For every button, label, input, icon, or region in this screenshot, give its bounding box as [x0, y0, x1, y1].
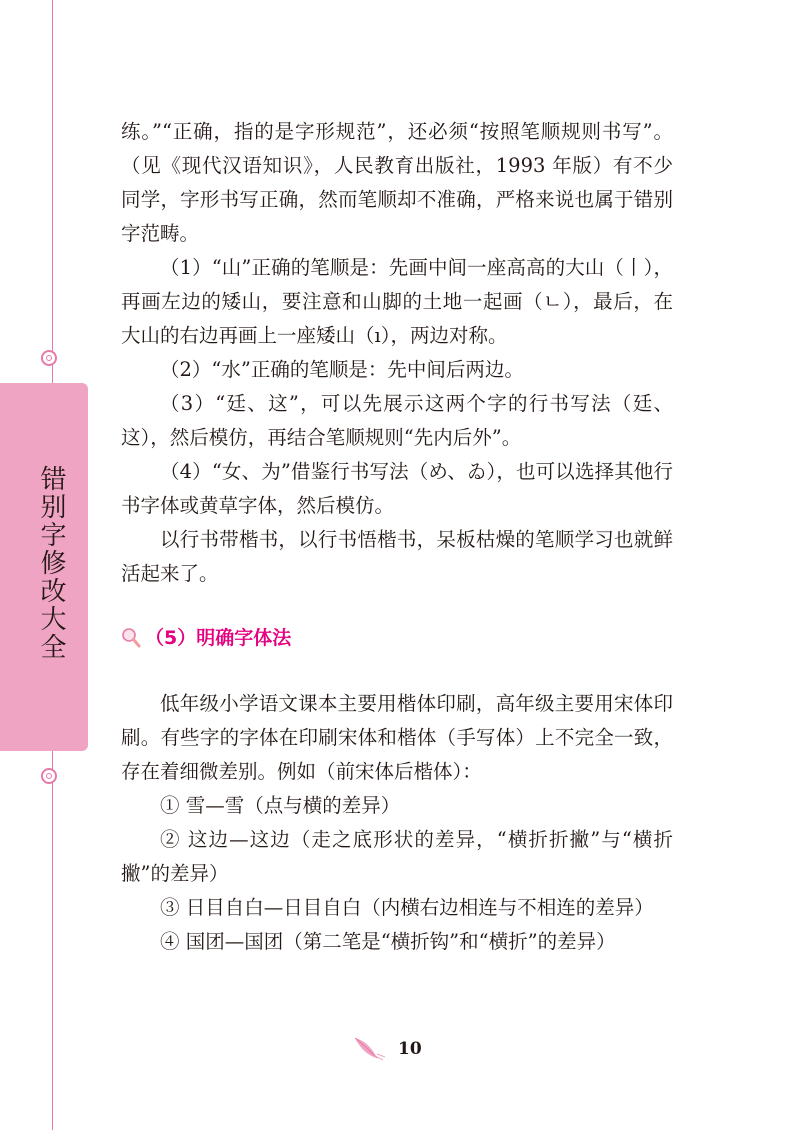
list-item: ③ 日目自白—日目自白（内横右边相连与不相连的差异）: [160, 896, 654, 919]
magnifier-icon: [121, 627, 141, 649]
list-item: ④ 国团—国团（第二笔是“横折钩”和“横折”的差异）: [160, 930, 616, 953]
page-body: [121, 115, 673, 959]
list-item: ② 这边—这边（走之底形状的差异，“横折折撇”与“横折撇”的差异）: [121, 828, 673, 885]
page-number: 10: [398, 1039, 422, 1059]
feather-icon: [353, 1036, 387, 1062]
section-heading-text: （5）明确字体法: [145, 627, 292, 649]
paragraph: （4）“女、为”借鉴行书写法（め、ゐ），也可以选择其他行书字体或黄草字体，然后模仿。: [121, 460, 673, 517]
page-footer: [0, 1036, 790, 1066]
ring-ornament-bottom: [41, 768, 57, 784]
book-title-vertical: 错别字修改大全: [36, 465, 66, 661]
paragraph: （2）“水”正确的笔顺是：先中间后两边。: [160, 358, 524, 381]
ring-ornament-top: [41, 350, 57, 366]
section-heading: [121, 621, 673, 655]
list-item: ① 雪—雪（点与横的差异）: [160, 794, 401, 817]
paragraph: 低年级小学语文课本主要用楷体印刷，高年级主要用宋体印刷。有些字的字体在印刷宋体和楷体（手写体）上不完全一致，存在着细微差别。例如（前宋体后楷体）：: [121, 692, 673, 783]
paragraph: （1）“山”正确的笔顺是：先画中间一座高高的大山（丨），再画左边的矮山，要注意和山脚的土地一起画（ㄴ），最后，在大山的右边再画上一座矮山（ı），两边对称。: [121, 256, 673, 347]
paragraph: 练。”“正确，指的是字形规范”，还必须“按照笔顺规则书写”。（见《现代汉语知识》，人民教育出版社，1993 年版）有不少同学，字形书写正确，然而笔顺却不准确，严格来说也属于错别字范畴。: [121, 120, 673, 245]
paragraph: 以行书带楷书，以行书悟楷书，呆板枯燥的笔顺学习也就鲜活起来了。: [121, 528, 673, 585]
paragraph: （3）“廷、这”，可以先展示这两个字的行书写法（廷、这），然后模仿，再结合笔顺规则“先内后外”。: [121, 392, 673, 449]
